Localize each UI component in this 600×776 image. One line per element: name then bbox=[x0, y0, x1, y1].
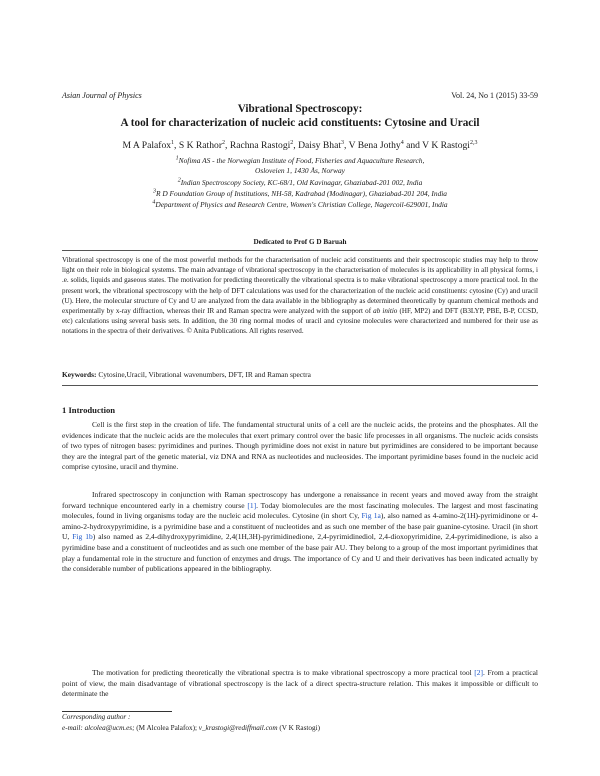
intro-paragraph-1: Cell is the first step in the creation of life. The fundamental structural units of a cell are the nucleic acids, the proteins and the phosphates. All the evidences indicate that the nucleic acids are the molecules that exert primary control over the basic life processes in all organisms. The nucleic acids consists of two types of nitrogen bases: pyrimidines and purines. Though pyrimidine does not exist in nature but pyrimidines are considered to be important because they are the integral part of the genetic material, viz DNA and RNA as nucleotides and nucleosides. The important pyrimidine bases found in the nucleic acid comprise cytosine, uracil and thymine. bbox=[62, 420, 538, 472]
email-2[interactable]: v_krastogi@rediffmail.com bbox=[198, 724, 278, 732]
paper-title-line-1: Vibrational Spectroscopy: bbox=[237, 103, 363, 115]
affiliation-3: $^3$R D Foundation Group of Institutions, NH-58, Kadrabad (Modinagar), Ghaziabad-201 204, India bbox=[152, 188, 448, 198]
dedication: Dedicated to Prof G D Baruah bbox=[253, 238, 347, 246]
author-name: V K Rastogi bbox=[422, 140, 470, 151]
affiliation-4: $^4$Department of Physics and Research Centre, Women's Christian College, Nagercoil-629001, India bbox=[152, 199, 448, 209]
footnote-rule bbox=[62, 711, 172, 712]
paper-title-line-2: A tool for characterization of nucleic acid constituents: Cytosine and Uracil bbox=[120, 117, 480, 129]
abstract-top-rule bbox=[62, 250, 538, 251]
author-sup: 3 bbox=[341, 139, 344, 146]
volume-info: Vol. 24, No 1 (2015) 33-59 bbox=[451, 91, 538, 100]
author-sup: 1 bbox=[171, 139, 175, 146]
keywords-label: Keywords: bbox=[62, 370, 97, 379]
corresponding-author-emails: e-mail: alcolea@ucm.es; (M Alcolea Palafox); v_krastogi@rediffmail.com (V K Rastogi) bbox=[62, 724, 320, 732]
author-list: M A Palafox$^1$, S K Rathor$^2$, Rachna Rastogi$^2$, Daisy Bhat$^3$, V Bena Jothy$^4$ and V K Rastogi$^{2,3}$ bbox=[122, 139, 478, 151]
author-sup: 2,3 bbox=[469, 139, 478, 146]
citation-link-2[interactable]: [2] bbox=[474, 668, 484, 677]
author-name: Daisy Bhat bbox=[298, 140, 341, 151]
citation-link-1[interactable]: [1] bbox=[247, 500, 257, 510]
keywords bbox=[62, 370, 538, 379]
keywords-bottom-rule bbox=[62, 385, 538, 386]
affiliation-1-address: Osloveien 1, 1430 Ås, Norway bbox=[255, 166, 345, 175]
figure-link-1a[interactable]: Fig 1a bbox=[361, 511, 381, 521]
section-heading: 1 Introduction bbox=[62, 405, 116, 415]
affiliation-1: $^1$Nofima AS - the Norwegian Institute of Food, Fisheries and Aquaculture Research, bbox=[175, 155, 425, 165]
journal-name: Asian Journal of Physics bbox=[62, 91, 142, 100]
intro-paragraph-3: The motivation for predicting theoretically the vibrational spectra is to make vibrational spectroscopy a more practical tool [2]. From a practical point of view, the main disadvantage of vibrational spectroscopy is the lack of a direct spectra-structure relation. This makes it impossible or difficult to determinate the bbox=[62, 668, 539, 699]
author-name: V Bena Jothy bbox=[348, 140, 401, 151]
author-sup: 4 bbox=[400, 139, 404, 146]
author-name: Rachna Rastogi bbox=[229, 140, 291, 151]
abstract: Vibrational spectroscopy is one of the most powerful methods for the characterisation of nucleic acid constituents and their spectroscopic studies may help to throw light on their role in biological systems. The main advantage of vibrational spectroscopy in the characterisation of molecules is its applicability in all physical forms, i .e. solids, liquids and gaseous states. The motivation for predicting theoretically the vibrational spectra is to make vibrational spectroscopy a more practical tool. In the present work, the vibrational spectroscopy with the help of DFT calculations was used for the characterization of the nucleic acid constituents: cytosine (Cy) and uracil (U). Here, the molecular structure of Cy and U are analyzed from the data available in the bibliography as determined theoretically by quantum chemical methods and experimentally by x-ray diffraction, whereas their IR and Raman spectra were analyzed with the support of ab initio (HF, MP2) and DFT (B3LYP, PBE, B-P, CCSD, etc) calculations using several basis sets. In addition, the 30 ring normal modes of uracil and cytosine molecules were characterized and numbered for their use as notations in the spectra of their derivatives. © Anita Publications. All rights reserved. bbox=[62, 256, 538, 336]
keywords-text: Cytosine,Uracil, Vibrational wavenumbers, DFT, IR and Raman spectra bbox=[96, 370, 311, 379]
email-1[interactable]: alcolea@ucm.es; bbox=[84, 724, 135, 732]
author-sup: 2 bbox=[222, 139, 226, 146]
author-name: M A Palafox bbox=[122, 140, 172, 151]
figure-link-1b[interactable]: Fig 1b bbox=[72, 532, 93, 542]
author-sup: 2 bbox=[290, 139, 294, 146]
affiliation-2: $^2$Indian Spectroscopy Society, KC-68/1, Old Kavinagar, Ghaziabad-201 002, India bbox=[177, 177, 423, 187]
author-name: S K Rathor bbox=[178, 140, 223, 151]
corresponding-author-label: Corresponding author : bbox=[62, 713, 131, 721]
intro-paragraph-2: Infrared spectroscopy in conjunction with Raman spectroscopy has undergone a renaissance in recent years and moved away from the straight forward technique encountered early in a chemistry course [1]. Today biomolecules are the most fascinating molecules. The largest and most fascinating molecules, found in living organisms today are the nucleic acid molecules. Cytosine (in short Cy, Fig 1a), also named as 4-amino-2(1H)-pyrimidinone or 4-amino-2-hydroxypyrimidine, is a pyrimidine base and a constituent of nucleotides and as such one member of the base pair guanine-cytosine. Uracil (in short U, Fig 1b) also named as 2,4-dihydroxypyrimidine, 2,4(1H,3H)-pyrimidinedione, 2,4-pyrimidinediol, 2,4-dioxopyrimidine, 2,4-pyrimidinedione, is also a pyrimidine base and a constituent of nucleotides and as such one member of the base pair AU. They belong to a group of the most important pyrimidines that play a fundamental role in the structure and function of enzymes and drugs. The importance of Cy and U and their derivatives has been indicated actually by the considerable number of publications appeared in the bibliography. bbox=[62, 490, 539, 574]
